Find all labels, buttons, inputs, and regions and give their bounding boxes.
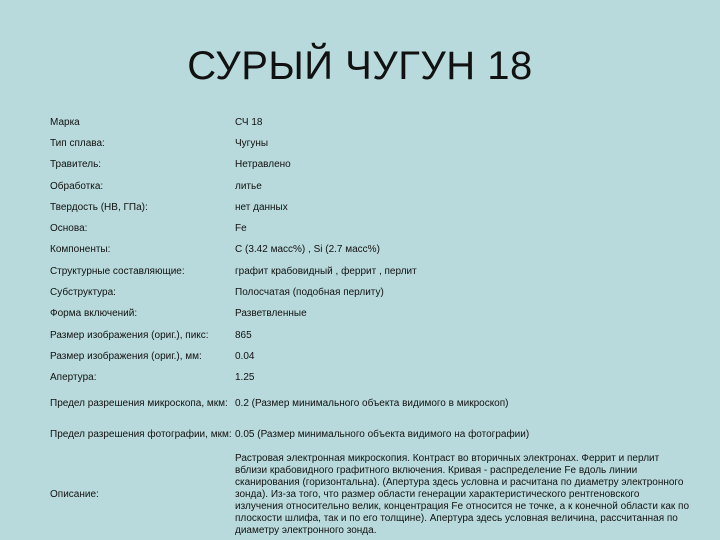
property-row — [50, 176, 690, 197]
property-value: 0.04 — [235, 350, 255, 362]
description-row — [50, 451, 690, 539]
property-label: Структурные составляющие: — [50, 265, 185, 277]
property-value: C (3.42 масс%) , Si (2.7 масс%) — [235, 244, 380, 256]
property-row — [50, 197, 690, 218]
description-text: Растровая электронная микроскопия. Контраст во вторичных электронах. Феррит и перлит вблизи крабовидного графитного включения. Кривая - распределение Fe вдоль линии сканирования (горизонтальна). (Апертура здесь условна и расчитана по диаметру электронного зонда). Из-за того, что размер области генерации характеристического рентгеновского излучения относительно велик, концентрация Fe относится не точке, а к конечной области как по плоскости шлифа, так и по его толщине). Апертура здесь условная величина, рассчитанная по диаметру электронного зонда. — [235, 452, 690, 536]
property-label: Обработка: — [50, 180, 104, 192]
properties-table — [50, 112, 690, 539]
property-value: графит крабовидный , феррит , перлит — [235, 265, 417, 277]
property-label: Предел разрешения микроскопа, мкм: — [50, 398, 228, 410]
property-value: Чугуны — [235, 137, 269, 149]
property-row — [50, 304, 690, 325]
property-value: 1.25 — [235, 372, 255, 384]
property-value: Нетравлено — [235, 159, 291, 171]
property-value: 0.2 (Размер минимального объекта видимого в микроскоп) — [235, 398, 509, 410]
property-row — [50, 218, 690, 239]
property-label: Травитель: — [50, 159, 102, 171]
property-row — [50, 282, 690, 303]
property-label: Форма включений: — [50, 308, 138, 320]
property-label: Субструктура: — [50, 287, 116, 299]
property-label: Марка — [50, 116, 80, 128]
property-label: Апертура: — [50, 372, 97, 384]
property-value: литье — [235, 180, 262, 192]
page-title: СУРЫЙ ЧУГУН 18 — [187, 44, 533, 88]
property-label: Твердость (HB, ГПа): — [50, 201, 148, 213]
property-row — [50, 240, 690, 261]
property-row — [50, 420, 690, 451]
property-row — [50, 155, 690, 176]
property-label: Основа: — [50, 223, 88, 235]
property-value: Полосчатая (подобная перлиту) — [235, 287, 384, 299]
property-value: 865 — [235, 329, 252, 341]
property-row — [50, 389, 690, 420]
property-row — [50, 112, 690, 133]
property-value: Разветвленные — [235, 308, 307, 320]
property-row — [50, 346, 690, 367]
property-label: Тип сплава: — [50, 137, 105, 149]
property-label: Размер изображения (ориг.), мм: — [50, 350, 202, 362]
property-row — [50, 133, 690, 154]
property-row — [50, 368, 690, 389]
property-label: Предел разрешения фотографии, мкм: — [50, 429, 232, 441]
property-label: Компоненты: — [50, 244, 111, 256]
property-value: нет данных — [235, 201, 288, 213]
property-label: Размер изображения (ориг.), пикс: — [50, 329, 209, 341]
property-value: СЧ 18 — [235, 116, 263, 128]
property-row — [50, 261, 690, 282]
property-value: Fe — [235, 223, 247, 235]
property-row — [50, 325, 690, 346]
property-label: Описание: — [50, 488, 99, 500]
property-value: 0.05 (Размер минимального объекта видимого на фотографии) — [235, 429, 530, 441]
